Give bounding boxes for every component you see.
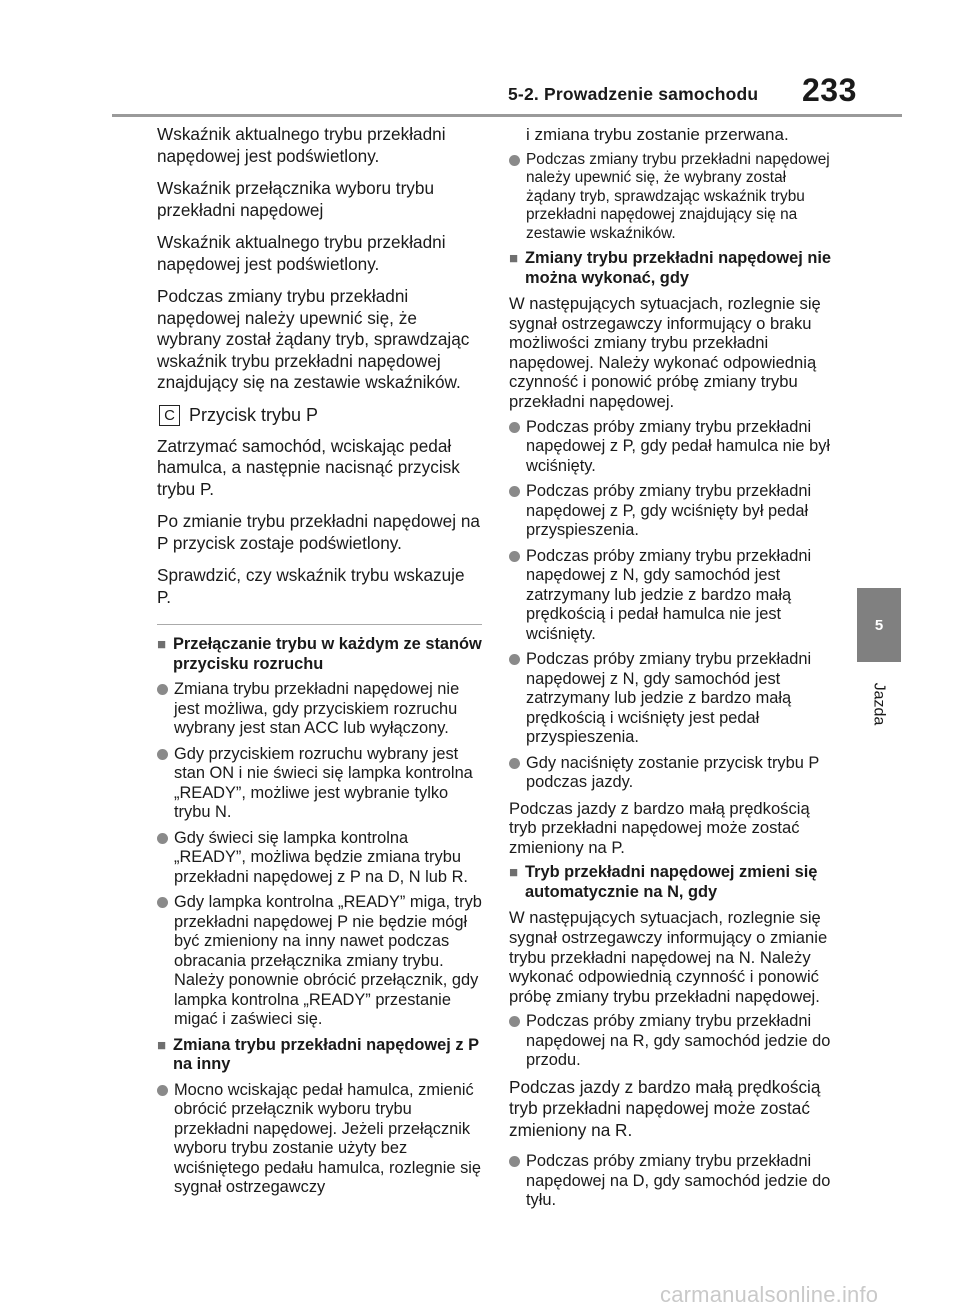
list-item-text: Podczas próby zmiany trybu przekładni napędowej na D, gdy samochód jedzie do tyłu. [526,1152,831,1210]
round-bullet-icon [157,833,168,844]
list-item-text: Podczas próby zmiany trybu przekładni napędowej z N, gdy samochód jest zatrzymany lub jedzie z bardzo małą prędkością i pedał hamulca nie jest wciśnięty. [526,546,812,643]
list-item [157,829,482,888]
round-bullet-icon [157,684,168,695]
paragraph: Zatrzymać samochód, wciskając pedał hamulca, a następnie nacisnąć przycisk trybu P. [157,435,460,499]
round-bullet-icon [157,749,168,760]
square-bullet-icon: ■ [157,1036,167,1054]
list-item-text: Gdy lampka kontrolna „READY” miga, tryb przekładni napędowej P nie będzie mógł być zmieniony na inny nawet podczas obracania przełącznika zmiany trybu. Należy ponownie obrócić przełącznik, gdy lampka kontrolna „READY” przestanie migać i zaświeci się. [174,893,482,1028]
chapter-tab [857,588,901,662]
square-bullet-icon: ■ [509,250,519,268]
round-bullet-icon [509,551,520,562]
paragraph: W następujących sytuacjach, rozlegnie się sygnał ostrzegawczy informujący o zmianie trybu przekładni napędowej na N. Należy wykonać odpowiednią czynność i ponowić próbę zmiany trybu przekładni napędowej. [509,908,828,1006]
paragraph: Podczas zmiany trybu przekładni napędowej należy upewnić się, że wybrany został żądany tryb, sprawdzając wskaźnik trybu przekładni napędowej znajdujący się na zestawie wskaźników. [157,286,470,392]
list-item [509,151,834,243]
list-item [157,893,482,1030]
round-bullet-icon [509,155,520,166]
list-item [509,418,834,477]
list-item-text: Podczas próby zmiany trybu przekładni napędowej z N, gdy samochód jest zatrzymany lub jedzie z bardzo małą prędkością i wciśnięty jest pedał przyspieszenia. [526,650,812,747]
key-letter-box: C [159,405,180,426]
round-bullet-icon [509,486,520,497]
watermark: carmanualsonline.info [660,1282,879,1307]
list-item [509,547,834,645]
chapter-number: 5 [874,616,884,634]
continuation-text: i zmiana trybu zostanie przerwana. [526,125,789,144]
chapter-label [858,674,898,734]
section-heading [157,1036,482,1075]
section-heading-text: Przełączanie trybu w każdym ze stanów przycisku rozruchu [173,635,482,673]
list-item-text: Gdy świeci się lampka kontrolna „READY”, możliwa będzie zmiana trybu przekładni napędowej z P na D, N lub R. [174,828,468,886]
list-item-text: Zmiana trybu przekładni napędowej nie jest możliwa, gdy przyciskiem rozruchu wybrany jest stan ACC lub wyłączony. [174,680,460,737]
paragraph: Wskaźnik aktualnego trybu przekładni napędowej jest podświetlony. [157,232,446,274]
left-column [157,124,482,1204]
list-item-text: Podczas próby zmiany trybu przekładni napędowej z P, gdy pedał hamulca nie był wciśnięty. [526,417,831,475]
section-heading [157,635,482,674]
list-item [509,482,834,541]
list-item [509,754,834,793]
list-item [157,1081,482,1198]
round-bullet-icon [509,654,520,665]
list-item-text: Gdy naciśnięty zostanie przycisk trybu P podczas jazdy. [526,753,820,792]
section-title: 5-2. Prowadzenie samochodu [508,84,759,104]
list-item [509,1012,834,1071]
key-heading [159,405,482,426]
page-number: 233 [802,72,857,108]
section-heading-text: Tryb przekładni napędowej zmieni się automatycznie na N, gdy [525,863,818,901]
list-item [157,745,482,823]
header-divider [112,114,902,117]
list-item-text: Mocno wciskając pedał hamulca, zmienić obrócić przełącznik wyboru trybu przekładni napędowej. Jeżeli przełącznik wyboru trybu zostanie użyty bez wciśniętego pedału hamulca, rozlegnie się sygnał ostrzegawczy [174,1080,482,1196]
paragraph: Podczas jazdy z bardzo małą prędkością tryb przekładni napędowej może zostać zmieniony na R. [509,1076,821,1140]
square-bullet-icon: ■ [157,636,167,653]
paragraph: Wskaźnik aktualnego trybu przekładni napędowej jest podświetlony. [157,124,446,166]
page-header [0,0,960,120]
list-item [157,680,482,739]
round-bullet-icon [509,758,520,769]
round-bullet-icon [157,897,168,908]
list-item-text: Podczas zmiany trybu przekładni napędowej należy upewnić się, że wybrany został żądany tryb, sprawdzając wskaźnik trybu przekładni napędowej znajdujący się na zestawie wskaźników. [526,151,830,242]
right-column [509,124,834,1217]
paragraph: Wskaźnik przełącznika wyboru trybu przekładni napędowej [157,178,435,220]
list-item [509,650,834,748]
section-heading-text: Zmiany trybu przekładni napędowej nie można wykonać, gdy [525,249,832,287]
list-item-text: Podczas próby zmiany trybu przekładni napędowej z P, gdy wciśnięty był pedał przyspieszenia. [526,482,812,540]
chapter-label-text: Jazda [870,682,888,726]
paragraph: Po zmianie trybu przekładni napędowej na P przycisk zostaje podświetlony. [157,511,480,553]
paragraph: Sprawdzić, czy wskaźnik trybu wskazuje P. [157,565,465,607]
key-heading-label: Przycisk trybu P [189,404,319,425]
section-heading [509,249,834,288]
section-divider [157,624,482,625]
paragraph: Podczas jazdy z bardzo małą prędkością tryb przekładni napędowej może zostać zmieniony na P. [509,798,810,857]
round-bullet-icon [509,422,520,433]
list-item-text: Podczas próby zmiany trybu przekładni napędowej na R, gdy samochód jedzie do przodu. [526,1012,831,1070]
square-bullet-icon: ■ [509,864,519,882]
section-heading-text: Zmiana trybu przekładni napędowej z P na inny [173,1035,479,1073]
round-bullet-icon [509,1156,520,1167]
section-heading [509,863,834,902]
round-bullet-icon [509,1016,520,1027]
list-item-text: Gdy przyciskiem rozruchu wybrany jest stan ON i nie świeci się lampka kontrolna „READY”, możliwe jest wybranie tylko trybu N. [174,744,473,821]
list-item [509,1152,834,1211]
paragraph: W następujących sytuacjach, rozlegnie się sygnał ostrzegawczy informujący o braku możliwości zmiany trybu przekładni napędowej. Należy wykonać odpowiednią czynność i ponowić próbę zmiany trybu przekładni napędowej. [509,294,821,411]
round-bullet-icon [157,1085,168,1096]
